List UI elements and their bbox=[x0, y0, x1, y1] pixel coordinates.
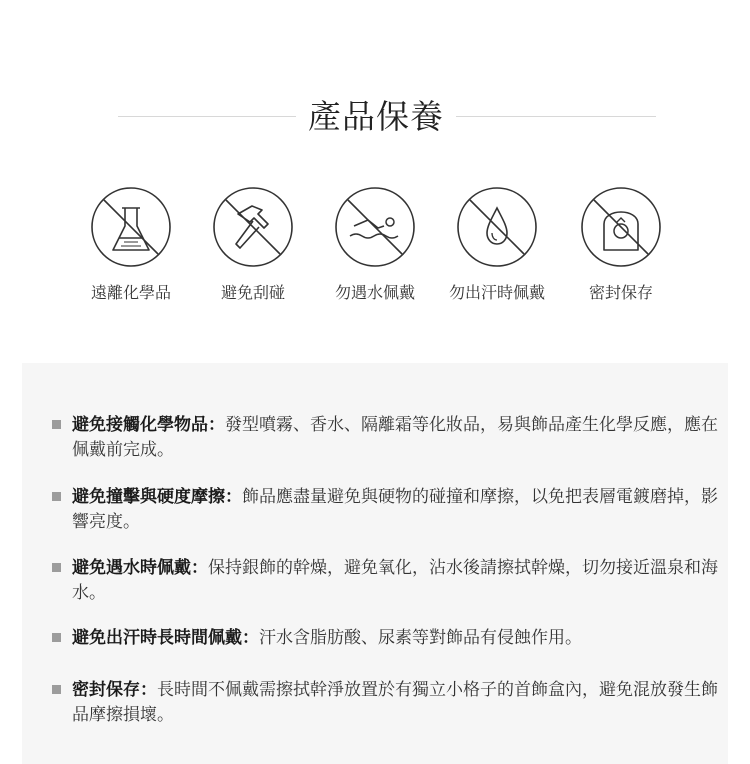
care-item-text: 長時間不佩戴需擦拭幹淨放置於有獨立小格子的首飾盒內，避免混放發生飾品摩擦損壞。 bbox=[72, 680, 718, 725]
no-sweat-icon bbox=[456, 186, 538, 268]
bullet-marker bbox=[52, 563, 61, 572]
care-item bbox=[72, 678, 722, 728]
title-divider-left bbox=[118, 116, 296, 117]
section-title: 產品保養 bbox=[308, 97, 444, 136]
care-item-heading: 避免接觸化學物品 bbox=[72, 415, 208, 435]
bullet-marker bbox=[52, 685, 61, 694]
care-item-separator: ： bbox=[225, 487, 242, 507]
title-divider-right bbox=[456, 116, 656, 117]
sealed-storage-icon bbox=[580, 186, 662, 268]
care-item-heading: 避免遇水時佩戴 bbox=[72, 558, 191, 578]
no-water-icon bbox=[334, 186, 416, 268]
icon-label: 密封保存 bbox=[588, 283, 653, 302]
care-icon-item bbox=[556, 186, 686, 303]
icon-label: 勿出汗時佩戴 bbox=[448, 283, 545, 302]
care-item-separator: ： bbox=[191, 558, 208, 578]
care-item-separator: ： bbox=[208, 415, 225, 435]
care-icon-item bbox=[188, 186, 318, 303]
icon-label: 遠離化學品 bbox=[90, 283, 171, 302]
care-icon-item bbox=[310, 186, 440, 303]
no-chemicals-icon bbox=[90, 186, 172, 268]
bullet-marker bbox=[52, 420, 61, 429]
bullet-marker bbox=[52, 492, 61, 501]
care-item-text: 汗水含脂肪酸、尿素等對飾品有侵蝕作用。 bbox=[259, 628, 582, 648]
care-item-heading: 避免出汗時長時間佩戴 bbox=[72, 628, 242, 648]
care-item bbox=[72, 556, 722, 606]
care-icons-row bbox=[0, 186, 750, 316]
care-item bbox=[72, 413, 722, 463]
bullet-marker bbox=[52, 633, 61, 642]
icon-label: 避免刮碰 bbox=[220, 283, 285, 302]
care-icon-item bbox=[432, 186, 562, 303]
care-item-text: 發型噴霧、香水、隔離霜等化妝品，易與飾品產生化學反應，應在佩戴前完成。 bbox=[72, 415, 718, 460]
section-header bbox=[0, 92, 750, 142]
care-icon-item bbox=[66, 186, 196, 303]
care-item bbox=[72, 626, 722, 651]
care-item-separator: ： bbox=[242, 628, 259, 648]
care-instructions-panel bbox=[22, 363, 728, 764]
care-item-text: 保持銀飾的幹燥，避免氧化，沾水後請擦拭幹燥，切勿接近溫泉和海水。 bbox=[72, 558, 718, 603]
care-item-separator: ： bbox=[140, 680, 157, 700]
care-item-text: 飾品應盡量避免與硬物的碰撞和摩擦，以免把表層電鍍磨掉，影響亮度。 bbox=[72, 487, 718, 532]
no-impact-icon bbox=[212, 186, 294, 268]
care-item bbox=[72, 485, 722, 535]
icon-label: 勿遇水佩戴 bbox=[334, 283, 415, 302]
care-item-heading: 密封保存 bbox=[72, 680, 140, 700]
care-item-heading: 避免撞擊與硬度摩擦 bbox=[72, 487, 225, 507]
